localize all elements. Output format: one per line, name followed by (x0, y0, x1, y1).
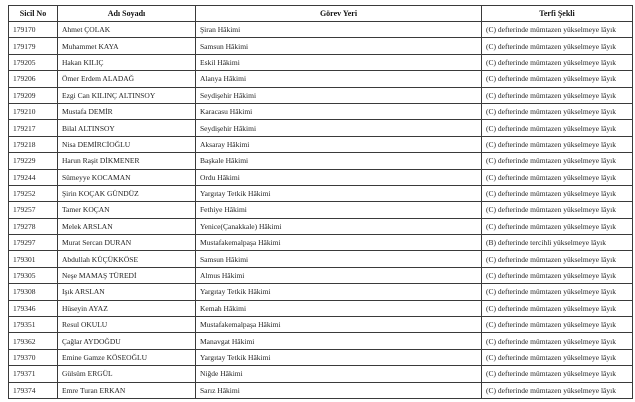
cell-adi-soyadi: Tamer KOÇAN (58, 202, 196, 218)
header-sicil-no: Sicil No (9, 6, 58, 22)
cell-adi-soyadi: Murat Sercan DURAN (58, 235, 196, 251)
cell-sicil-no: 179370 (9, 349, 58, 365)
table-row (9, 267, 633, 283)
table-row (9, 366, 633, 382)
header-adi-soyadi: Adı Soyadı (58, 6, 196, 22)
table-header-row (9, 6, 633, 22)
cell-gorev-yeri: Samsun Hâkimi (196, 38, 482, 54)
cell-terfi-sekli: (C) defterinde mümtazen yükselmeye lâyık (482, 218, 633, 234)
cell-gorev-yeri: Almus Hâkimi (196, 267, 482, 283)
table-row (9, 169, 633, 185)
cell-adi-soyadi: Abdullah KÜÇÜKKÖSE (58, 251, 196, 267)
cell-gorev-yeri: Mustafakemalpaşa Hâkimi (196, 317, 482, 333)
cell-terfi-sekli: (C) defterinde mümtazen yükselmeye lâyık (482, 267, 633, 283)
cell-sicil-no: 179346 (9, 300, 58, 316)
cell-sicil-no: 179209 (9, 87, 58, 103)
cell-adi-soyadi: Neşe MAMAŞ TÜREDİ (58, 267, 196, 283)
table-row (9, 22, 633, 38)
cell-gorev-yeri: Alanya Hâkimi (196, 71, 482, 87)
cell-terfi-sekli: (C) defterinde mümtazen yükselmeye lâyık (482, 136, 633, 152)
table-body (9, 22, 633, 399)
cell-sicil-no: 179170 (9, 22, 58, 38)
cell-gorev-yeri: Sarız Hâkimi (196, 382, 482, 398)
cell-adi-soyadi: Nisa DEMİRCİOĞLU (58, 136, 196, 152)
cell-terfi-sekli: (C) defterinde mümtazen yükselmeye lâyık (482, 87, 633, 103)
cell-terfi-sekli: (C) defterinde mümtazen yükselmeye lâyık (482, 22, 633, 38)
cell-gorev-yeri: Kemah Hâkimi (196, 300, 482, 316)
cell-gorev-yeri: Karacasu Hâkimi (196, 103, 482, 119)
cell-adi-soyadi: Harun Raşit DİKMENER (58, 153, 196, 169)
cell-adi-soyadi: Bilal ALTINSOY (58, 120, 196, 136)
cell-adi-soyadi: Muhammet KAYA (58, 38, 196, 54)
cell-gorev-yeri: Yargıtay Tetkik Hâkimi (196, 185, 482, 201)
cell-gorev-yeri: Seydişehir Hâkimi (196, 87, 482, 103)
cell-terfi-sekli: (C) defterinde mümtazen yükselmeye lâyık (482, 71, 633, 87)
table-row (9, 185, 633, 201)
cell-terfi-sekli: (C) defterinde mümtazen yükselmeye lâyık (482, 202, 633, 218)
cell-sicil-no: 179278 (9, 218, 58, 234)
cell-gorev-yeri: Niğde Hâkimi (196, 366, 482, 382)
cell-terfi-sekli: (C) defterinde mümtazen yükselmeye lâyık (482, 103, 633, 119)
table-row (9, 87, 633, 103)
cell-gorev-yeri: Yargıtay Tetkik Hâkimi (196, 284, 482, 300)
cell-terfi-sekli: (C) defterinde mümtazen yükselmeye lâyık (482, 382, 633, 398)
cell-gorev-yeri: Aksaray Hâkimi (196, 136, 482, 152)
header-terfi-sekli: Terfi Şekli (482, 6, 633, 22)
cell-gorev-yeri: Şiran Hâkimi (196, 22, 482, 38)
cell-sicil-no: 179210 (9, 103, 58, 119)
table-row (9, 235, 633, 251)
cell-gorev-yeri: Yargıtay Tetkik Hâkimi (196, 349, 482, 365)
cell-sicil-no: 179205 (9, 54, 58, 70)
table-row (9, 317, 633, 333)
cell-adi-soyadi: Emre Turan ERKAN (58, 382, 196, 398)
cell-gorev-yeri: Mustafakemalpaşa Hâkimi (196, 235, 482, 251)
cell-gorev-yeri: Ordu Hâkimi (196, 169, 482, 185)
cell-sicil-no: 179301 (9, 251, 58, 267)
header-gorev-yeri: Görev Yeri (196, 6, 482, 22)
cell-terfi-sekli: (C) defterinde mümtazen yükselmeye lâyık (482, 54, 633, 70)
cell-sicil-no: 179179 (9, 38, 58, 54)
cell-sicil-no: 179252 (9, 185, 58, 201)
cell-sicil-no: 179257 (9, 202, 58, 218)
promotion-table (8, 5, 633, 399)
cell-terfi-sekli: (C) defterinde mümtazen yükselmeye lâyık (482, 333, 633, 349)
cell-terfi-sekli: (C) defterinde mümtazen yükselmeye lâyık (482, 366, 633, 382)
cell-sicil-no: 179371 (9, 366, 58, 382)
cell-terfi-sekli: (C) defterinde mümtazen yükselmeye lâyık (482, 185, 633, 201)
cell-sicil-no: 179218 (9, 136, 58, 152)
cell-sicil-no: 179305 (9, 267, 58, 283)
cell-adi-soyadi: Çağlar AYDOĞDU (58, 333, 196, 349)
cell-terfi-sekli: (C) defterinde mümtazen yükselmeye lâyık (482, 38, 633, 54)
cell-adi-soyadi: Ezgi Can KILINÇ ALTINSOY (58, 87, 196, 103)
cell-adi-soyadi: Gülsüm ERGÜL (58, 366, 196, 382)
cell-terfi-sekli: (C) defterinde mümtazen yükselmeye lâyık (482, 284, 633, 300)
table-row (9, 153, 633, 169)
table-row (9, 71, 633, 87)
cell-adi-soyadi: Emine Gamze KÖSEOĞLU (58, 349, 196, 365)
table-row (9, 300, 633, 316)
table-row (9, 251, 633, 267)
cell-terfi-sekli: (C) defterinde mümtazen yükselmeye lâyık (482, 317, 633, 333)
cell-sicil-no: 179351 (9, 317, 58, 333)
cell-sicil-no: 179229 (9, 153, 58, 169)
cell-adi-soyadi: Ömer Erdem ALADAĞ (58, 71, 196, 87)
table-row (9, 120, 633, 136)
cell-adi-soyadi: Hakan KILIÇ (58, 54, 196, 70)
table-row (9, 38, 633, 54)
table-row (9, 202, 633, 218)
cell-terfi-sekli: (C) defterinde mümtazen yükselmeye lâyık (482, 251, 633, 267)
cell-sicil-no: 179206 (9, 71, 58, 87)
cell-adi-soyadi: Şirin KOÇAK GÜNDÜZ (58, 185, 196, 201)
cell-sicil-no: 179217 (9, 120, 58, 136)
cell-adi-soyadi: Resul OKULU (58, 317, 196, 333)
cell-sicil-no: 179308 (9, 284, 58, 300)
table-row (9, 136, 633, 152)
cell-gorev-yeri: Seydişehir Hâkimi (196, 120, 482, 136)
cell-adi-soyadi: Ahmet ÇOLAK (58, 22, 196, 38)
table-row (9, 54, 633, 70)
cell-terfi-sekli: (C) defterinde mümtazen yükselmeye lâyık (482, 349, 633, 365)
cell-adi-soyadi: Mustafa DEMİR (58, 103, 196, 119)
cell-adi-soyadi: Sümeyye KOCAMAN (58, 169, 196, 185)
table-row (9, 333, 633, 349)
cell-gorev-yeri: Samsun Hâkimi (196, 251, 482, 267)
cell-gorev-yeri: Eskil Hâkimi (196, 54, 482, 70)
table-row (9, 382, 633, 398)
cell-terfi-sekli: (C) defterinde mümtazen yükselmeye lâyık (482, 153, 633, 169)
cell-terfi-sekli: (C) defterinde mümtazen yükselmeye lâyık (482, 169, 633, 185)
table-row (9, 349, 633, 365)
cell-adi-soyadi: Hüseyin AYAZ (58, 300, 196, 316)
cell-gorev-yeri: Fethiye Hâkimi (196, 202, 482, 218)
table-row (9, 218, 633, 234)
cell-gorev-yeri: Yenice(Çanakkale) Hâkimi (196, 218, 482, 234)
cell-terfi-sekli: (C) defterinde mümtazen yükselmeye lâyık (482, 120, 633, 136)
table-row (9, 284, 633, 300)
cell-sicil-no: 179362 (9, 333, 58, 349)
cell-terfi-sekli: (C) defterinde mümtazen yükselmeye lâyık (482, 300, 633, 316)
cell-sicil-no: 179244 (9, 169, 58, 185)
cell-terfi-sekli: (B) defterinde tercihli yükselmeye lâyık (482, 235, 633, 251)
cell-sicil-no: 179297 (9, 235, 58, 251)
cell-adi-soyadi: Melek ARSLAN (58, 218, 196, 234)
table-row (9, 103, 633, 119)
cell-gorev-yeri: Manavgat Hâkimi (196, 333, 482, 349)
cell-sicil-no: 179374 (9, 382, 58, 398)
cell-gorev-yeri: Başkale Hâkimi (196, 153, 482, 169)
cell-adi-soyadi: Işık ARSLAN (58, 284, 196, 300)
